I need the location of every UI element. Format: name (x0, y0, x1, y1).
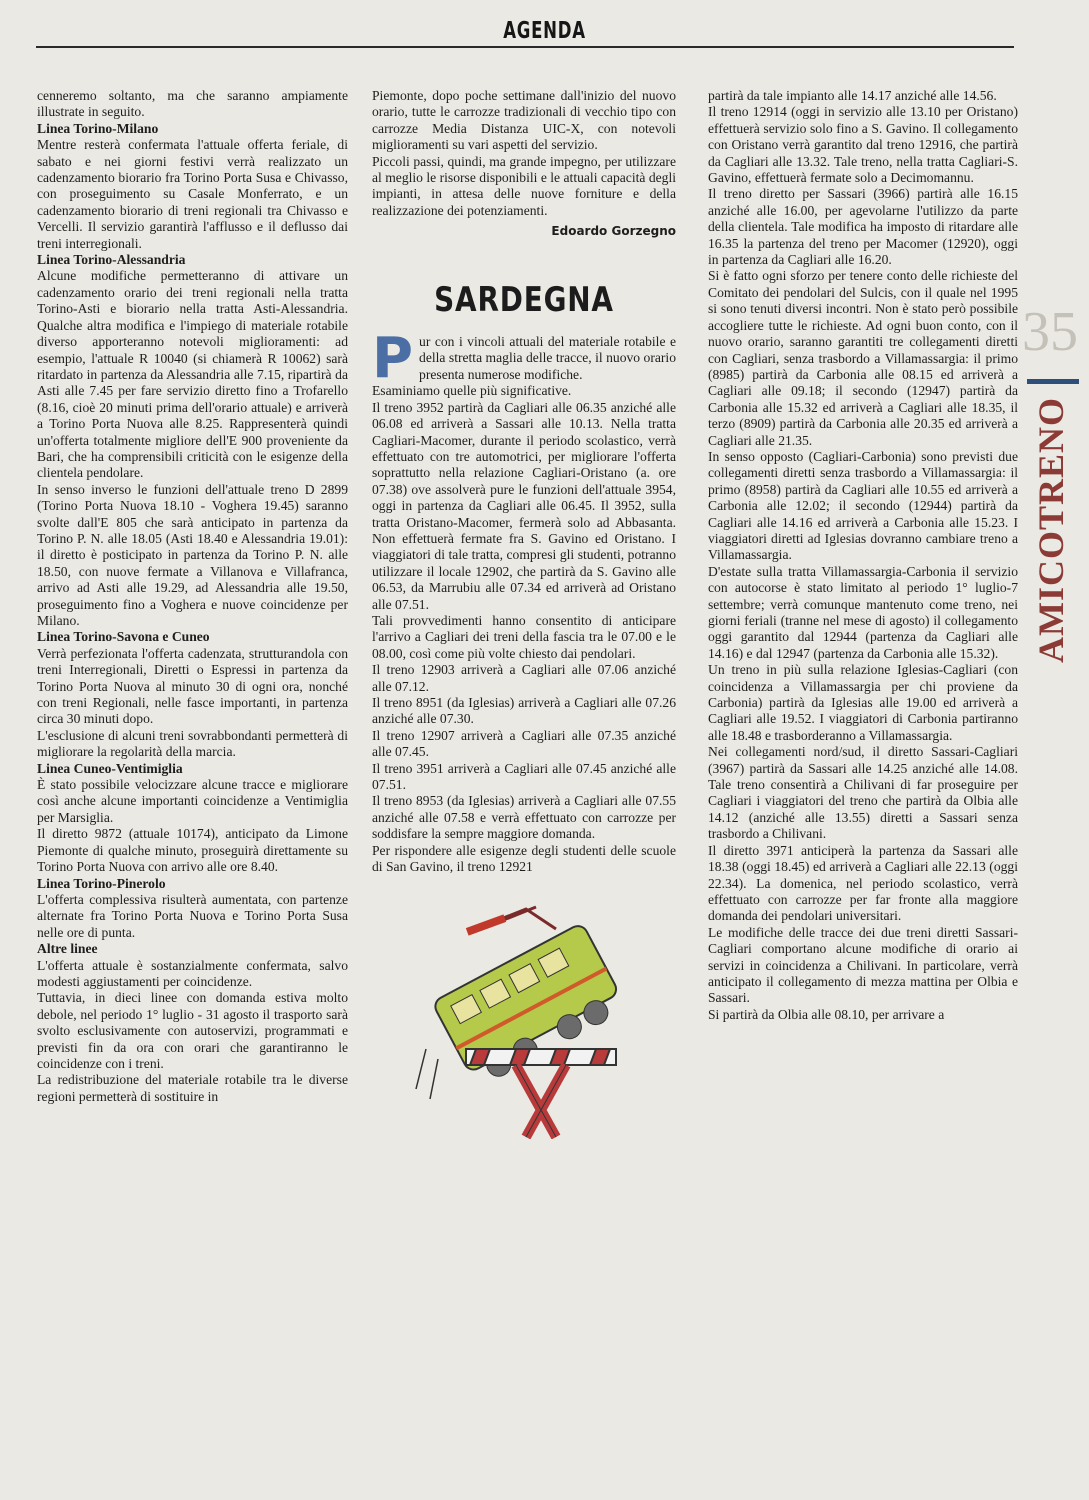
subheading-torino-alessandria: Linea Torino-Alessandria (37, 252, 186, 268)
paragraph: L'offerta attuale è sostanzialmente confermata, salvo modesti aggiustamenti per coincidenze. (37, 957, 348, 989)
paragraph: Il treno 12914 (oggi in servizio alle 13.10 per Oristano) effettuerà servizio solo fino a S. Gavino. Il collegamento con Oristano verrà garantito dal treno 12916, che partirà da Cagliari alle 13.32. Tale treno, nella tratta Cagliari-S. Gavino, effettuerà fermate solo a Decimomannu. (708, 104, 1018, 186)
paragraph: Il treno 12903 arriverà a Cagliari alle 07.06 anziché alle 07.12. (372, 662, 676, 694)
paragraph: L'offerta complessiva risulterà aumentata, con partenze alternate fra Torino Porta Nuova e Torino Porta Susa nelle ore di punta. (37, 891, 348, 940)
paragraph: Piccoli passi, quindi, ma grande impegno, per utilizzare al meglio le risorse disponibili e le attuali capacità degli impianti, in attesa delle nuove forniture e della realizzazione dei potenziamenti. (372, 153, 676, 218)
train-cartoon-illustration (406, 899, 642, 1139)
paragraph: Verrà perfezionata l'offerta cadenzata, strutturandola con treni Interregionali, Diretti o Espressi in partenza da Torino Porta Nuova al minuto 30 di ogni ora, nonché con treni Regionali, nelle fasce importanti, in partenza circa 30 minuti dopo. (37, 645, 348, 727)
drop-cap: P (372, 326, 414, 392)
subheading-cuneo-ventimiglia: Linea Cuneo-Ventimiglia (37, 760, 183, 776)
column-right (708, 88, 1018, 1023)
lead-text: ur con i vincoli attuali del materiale rotabile e della stretta maglia delle tracce, il nuovo orario presenta numerose modifiche. (419, 334, 676, 382)
column-middle (372, 88, 676, 1144)
magazine-side-label: AMICOTRENO (1031, 396, 1071, 664)
paragraph: Si partirà da Olbia alle 08.10, per arrivare a (708, 1006, 945, 1022)
paragraph: Il diretto 9872 (attuale 10174), anticipato da Limone Piemonte di qualche minuto, proseguirà direttamente su Torino Porta Nuova con arrivo alle ore 8.40. (37, 826, 348, 875)
section-title-sardegna: SARDEGNA (434, 279, 614, 320)
paragraph: Alcune modifiche permetteranno di attivare un cadenzamento orario dei treni regionali nella tratta Torino-Asti e biorario nella tratta Asti-Alessandria. Qualche altra modifica e l'impiego di materiale rotabile diverso apporteranno notevoli miglioramenti: ad esempio, l'attuale R 10040 (si chiamerà R 10062) sarà ritardato in partenza da Alessandria alle 7.15, ripartirà da Asti alle 7.45 per fare servizio diretto fino a Trofarello (8.16, cioè 20 minuti prima dell'orario attuale) e arriverà a Torino Porta Nuova alle 8.25. Rappresenterà quindi un'offerta totalmente migliore dell'E 900 proveniente da Bari, che ha comprensibili criticità con le esigenze della clientela pendolare. (37, 268, 348, 481)
paragraph: D'estate sulla tratta Villamassargia-Carbonia il servizio con autocorse è stato limitato al periodo 1° luglio-7 settembre; verrà comunque mantenuto come treno, nei giorni feriali (tranne nel mese di agosto) il collegamento oggi garantito dal 12944 (partenza da Cagliari alle 14.16) e dal 12947 (partenza da Carbonia alle 15.32). (708, 563, 1018, 661)
paragraph: Le modifiche delle tracce dei due treni diretti Sassari-Cagliari comportano alcune modifiche di orario ai servizi in coincidenza a Chilivani. In particolare, verrà anticipato il collegamento di mezza mattina per Olbia e Sassari. (708, 924, 1018, 1006)
paragraph: Il treno 8951 (da Iglesias) arriverà a Cagliari alle 07.26 anziché alle 07.30. (372, 695, 676, 727)
paragraph: cenneremo soltanto, ma che saranno ampiamente illustrate in seguito. (37, 88, 348, 120)
side-accent-bar (1027, 379, 1079, 384)
paragraph: Il treno 3952 partirà da Cagliari alle 06.35 anziché alle 06.08 ed arriverà a Sassari alle 10.13. Nella tratta Cagliari-Macomer, durante il periodo scolastico, verrà effettuato con tre automotrici, per migliorare l'offerta soprattutto nella relazione Cagliari-Oristano (a. ore 07.38) ove assolverà pure le funzioni dell'attuale 3954, oggi in partenza da Cagliari alle 06.45. Il 3952, sulla tratta Oristano-Macomer, fermerà solo ad Abbasanta. Non effettuerà fermate fra S. Gavino ed Oristano. I viaggiatori di tale tratta, compresi gli studenti, potranno utilizzare il locale 12902, che partirà da S. Gavino alle 06.53, da Marrubiu alle 07.34 ed arriverà ad Oristano alle 07.51. (372, 399, 676, 612)
subheading-torino-savona-cuneo: Linea Torino-Savona e Cuneo (37, 629, 210, 645)
paragraph: Il diretto 3971 anticiperà la partenza da Sassari alle 18.38 (oggi 18.45) ed arriverà a Cagliari alle 22.13 (oggi 22.34). La domenica, nel periodo scolastico, verrà effettuato con carrozze per far fronte alla maggiore domanda dei pendolari universitari. (708, 842, 1018, 924)
paragraph: Si è fatto ogni sforzo per tenere conto delle richieste del Comitato dei pendolari del Sulcis, con il quale nel 1995 si sono tenuti diversi incontri. Non è stato però possibile accogliere tutte le richieste. Ad ogni buon conto, con il nuovo orario, saranno garantiti tre collegamenti diretti con Cagliari, senza trasbordo a Villamassargia: il primo (8985) partirà da Carbonia alle 08.15 ed arriverà a Cagliari alle 09.18; il secondo (12947) partirà da Carbonia alle 15.32 ed arriverà a Cagliari alle 18.35, il terzo (8909) partirà da Carbonia alle 20.35 ed arriverà a Cagliari alle 21.35. (708, 268, 1018, 448)
paragraph: Mentre resterà confermata l'attuale offerta feriale, di sabato e nei giorni festivi verrà realizzato un cadenzamento biorario fra Torino Porta Susa e Chivasso, con proseguimento su Casale Monferrato, e un cadenzamento biorario di treni regionali tra Chivasso e Vercelli. Il servizio garantirà l'afflusso e il deflusso dai treni interregionali. (37, 137, 348, 251)
paragraph: In senso inverso le funzioni dell'attuale treno D 2899 (Torino Porta Nuova 18.10 - Voghera 19.45) saranno svolte dall'E 805 che sarà anticipato in partenza da Torino P. N. alle 18.05 (Asti 18.40 e Alessandria 19.01): il diretto è posticipato in partenza da Torino P. N. alle 18.50, con nuove fermate a Villanova e Villafranca, arrivo ad Asti alle 19.29, ad Alessandria alle 19.50, proseguimento fino a Voghera e nuove coincidenze per Milano. (37, 481, 348, 628)
paragraph: Il treno 3951 arriverà a Cagliari alle 07.45 anziché alle 07.51. (372, 760, 676, 793)
column-left (37, 88, 348, 1105)
header-rule (36, 46, 1014, 48)
paragraph: partirà da tale impianto alle 14.17 anziché alle 14.56. (708, 88, 997, 103)
section-header-title: AGENDA (503, 18, 586, 44)
subheading-torino-milano: Linea Torino-Milano (37, 120, 159, 136)
subheading-altre-linee: Altre linee (37, 941, 98, 957)
paragraph: Per rispondere alle esigenze degli studenti delle scuole di San Gavino, il treno 12921 (372, 842, 676, 875)
author-signature: Edoardo Gorzegno (551, 224, 676, 239)
paragraph: In senso opposto (Cagliari-Carbonia) sono previsti due collegamenti diretti senza trasbordo a Villamassargia: il primo (8958) partirà da Cagliari alle 10.55 ed arriverà a Carbonia alle 12.02; il secondo (12944) partirà da Cagliari alle 14.16 ed arriverà a Carbonia alle 15.23. I viaggiatori diretti ad Iglesias dovranno cambiare treno a Villamassargia. (708, 448, 1018, 563)
page-number: 35 (1022, 301, 1078, 363)
paragraph: Tuttavia, in dieci linee con domanda estiva molto debole, nel periodo 1° luglio - 31 agosto il trasporto sarà svolto esclusivamente con autoservizi, programmati e previsti fin da ora con orari che garantiranno le coincidenze con i treni. (37, 990, 348, 1071)
paragraph: La redistribuzione del materiale rotabile tra le diverse regioni permetterà di sostituire in (37, 1072, 348, 1104)
subheading-torino-pinerolo: Linea Torino-Pinerolo (37, 875, 166, 891)
paragraph: Esaminiamo quelle più significative. (372, 383, 572, 399)
paragraph: Il treno 8953 (da Iglesias) arriverà a Cagliari alle 07.55 anziché alle 07.58 e verrà effettuato con carrozze per soddisfare la sempre maggiore domanda. (372, 793, 676, 842)
paragraph: Il treno diretto per Sassari (3966) partirà alle 16.15 anziché alle 16.00, per agevolarne l'utilizzo da parte della clientela. Tale modifica ha imposto di ritardare alle 16.35 la partenza del treno per Macomer (12920), oggi in partenza da Cagliari alle 16.20. (708, 186, 1018, 268)
paragraph: Nei collegamenti nord/sud, il diretto Sassari-Cagliari (3967) partirà da Sassari alle 14.25 anziché alle 14.08. Tale treno consentirà a Chilivani di far proseguire per Cagliari i viaggiatori del treno che partirà da Olbia alle 14.12 (anziché alle 13.55) diretti a Sassari senza trasbordo a Chilivani. (708, 744, 1018, 842)
paragraph: Il treno 12907 arriverà a Cagliari alle 07.35 anziché alle 07.45. (372, 727, 676, 760)
paragraph: Piemonte, dopo poche settimane dall'inizio del nuovo orario, tutte le carrozze tradizionali di vecchio tipo con carrozze Media Distanza UIC-X, con notevoli miglioramenti su vari aspetti del servizio. (372, 88, 676, 153)
paragraph: Un treno in più sulla relazione Iglesias-Cagliari (con coincidenza a Villamassargia per chi proviene da Carbonia) partirà da Iglesias alle 19.00 ed arriverà a Cagliari alle 19.52. I viaggiatori di Carbonia partiranno alle 18.48 e trasborderanno a Villamassargia. (708, 662, 1018, 743)
paragraph: L'esclusione di alcuni treni sovrabbondanti permetterà di migliorare la regolarità della marcia. (37, 727, 348, 760)
paragraph: Tali provvedimenti hanno consentito di anticipare l'arrivo a Cagliari dei treni della fascia tra le 07.00 e le 08.00, così come più volte chiesto dai pendolari. (372, 612, 676, 661)
paragraph: È stato possibile velocizzare alcune tracce e migliorare così anche alcune importanti coincidenze a Ventimiglia per Marsiglia. (37, 777, 348, 825)
